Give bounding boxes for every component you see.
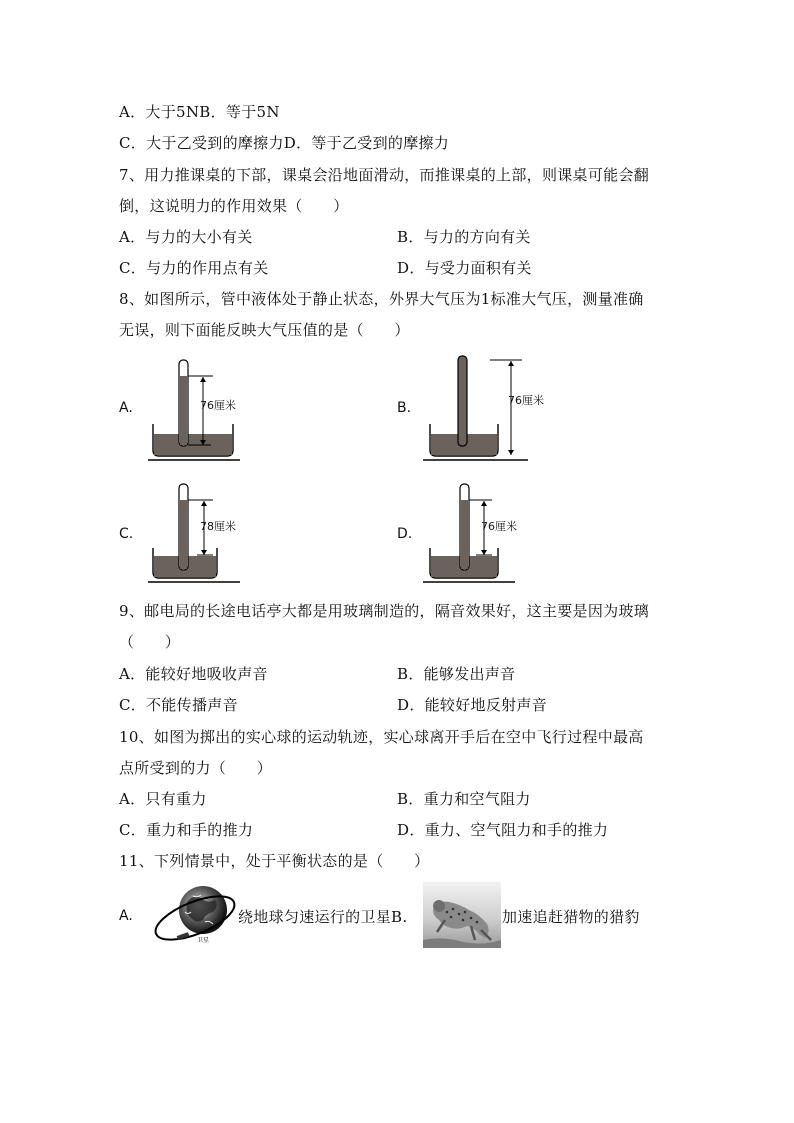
q8-label-b: B. bbox=[397, 400, 412, 416]
q9-option-a: A．能较好地吸收声音 bbox=[119, 665, 268, 683]
q10-option-a: A．只有重力 bbox=[119, 790, 207, 808]
q11-option-b-text: 加速追赶猎物的猎豹 bbox=[502, 908, 640, 926]
q8-label-d: D. bbox=[397, 526, 413, 542]
q9-option-b: B．能够发出声音 bbox=[397, 665, 516, 683]
q8-stem-line2: 无误，则下面能反映大气压值的是（ ） bbox=[119, 321, 410, 339]
q8-label-c: C. bbox=[119, 526, 134, 542]
q7-option-c: C．与力的作用点有关 bbox=[119, 259, 269, 277]
q9-stem-line1: 9、邮电局的长途电话亭大都是用玻璃制造的，隔音效果好，这主要是因为玻璃 bbox=[119, 602, 650, 620]
q8-fig-b-label: 76厘米 bbox=[508, 394, 544, 407]
q11-label-a: A. bbox=[119, 908, 133, 924]
q9-stem-line2: （ ） bbox=[119, 633, 181, 651]
cheetah-image bbox=[423, 882, 501, 948]
q8-figure-c bbox=[145, 478, 245, 586]
q10-option-d: D．重力、空气阻力和手的推力 bbox=[397, 821, 609, 839]
q6-option-c-d: C．大于乙受到的摩擦力D．等于乙受到的摩擦力 bbox=[119, 134, 450, 152]
q9-option-c: C．不能传播声音 bbox=[119, 696, 238, 714]
q11-option-a-text: 绕地球匀速运行的卫星B. bbox=[238, 908, 408, 926]
q7-option-b: B．与力的方向有关 bbox=[397, 228, 531, 246]
svg-text:卫星: 卫星 bbox=[197, 937, 210, 944]
q10-stem-line2: 点所受到的力（ ） bbox=[119, 759, 273, 777]
q8-fig-c-label: 78厘米 bbox=[200, 520, 236, 533]
q8-fig-d-label: 76厘米 bbox=[481, 520, 517, 533]
q10-stem-line1: 10、如图为掷出的实心球的运动轨迹，实心球离开手后在空中飞行过程中最高 bbox=[119, 728, 644, 746]
q7-stem-line1: 7、用力推课桌的下部，课桌会沿地面滑动，而推课桌的上部，则课桌可能会翻 bbox=[119, 166, 650, 184]
q7-option-d: D．与受力面积有关 bbox=[397, 259, 532, 277]
q7-stem-line2: 倒，这说明力的作用效果（ ） bbox=[119, 197, 349, 215]
q9-option-d: D．能较好地反射声音 bbox=[397, 696, 548, 714]
q8-figure-d bbox=[420, 478, 520, 586]
q8-fig-a-label: 76厘米 bbox=[200, 399, 236, 412]
q10-option-b: B．重力和空气阻力 bbox=[397, 790, 531, 808]
q8-stem-line1: 8、如图所示，管中液体处于静止状态，外界大气压为1标准大气压，测量准确 bbox=[119, 290, 644, 308]
q6-option-a-b: A．大于5NB．等于5N bbox=[119, 103, 280, 121]
q11-stem: 11、下列情景中，处于平衡状态的是（ ） bbox=[119, 852, 430, 870]
q8-figure-b bbox=[420, 352, 550, 464]
q8-figure-a bbox=[145, 352, 245, 464]
satellite-orbit-image bbox=[147, 882, 239, 948]
q10-option-c: C．重力和手的推力 bbox=[119, 821, 254, 839]
q7-option-a: A．与力的大小有关 bbox=[119, 228, 253, 246]
q8-label-a: A. bbox=[119, 400, 133, 416]
